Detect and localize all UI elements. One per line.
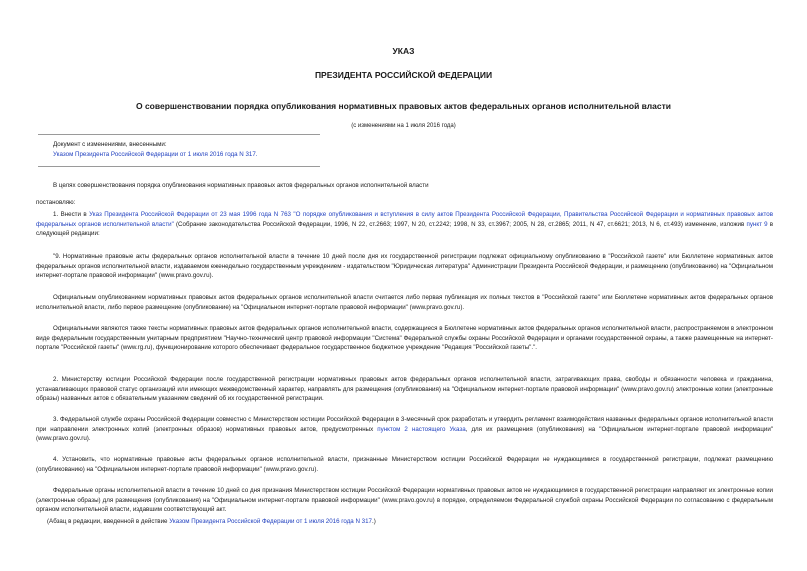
paragraph-2: 2. Министерству юстиции Российской Федерации после государственной регистрации нормативных правовых актов федеральных органов исполнительной власти, затрагивающих права, свободы и обязанности человека и гражданина, устанавливающих правовой статус организаций или имеющих межведомственный характер, направлять для размещения (опубликования) на "Официальном интернет-портале правовой информации" (www.pravo.gov.ru) электронные копии (электронные образы) названных актов с обязательным указанием сведений об их государственной регистрации.: [36, 376, 773, 403]
point-2-link[interactable]: пунктом 2 настоящего Указа: [377, 425, 466, 433]
note-text-after: .): [371, 518, 376, 525]
divider-bottom: [38, 166, 320, 167]
amendment-link[interactable]: Указом Президента Российской Федерации от 1 июля 2016 года N 317.: [53, 151, 258, 158]
quote-paragraph-2: Официальным опубликованием нормативных правовых актов федеральных органов исполнительной власти считается либо первая публикация их полных текстов в "Российской газете" или Бюллетене нормативных актов федеральных органов исполнительной власти, либо первое размещение (опубликование) на "Официальном интернет-портале правовой информации" (www.pravo.gov.ru).: [36, 294, 773, 311]
decree-title: УКАЗ: [392, 46, 415, 56]
p3-text-after: , для их размещения (опубликования) на "Официальном интернет-портале правовой информации" (www.pravo.gov.ru).: [36, 425, 774, 443]
point-9-link[interactable]: пункт 9: [746, 220, 768, 228]
decree-subject: О совершенствовании порядка опубликования нормативных правовых актов федеральных органов исполнительной власти: [135, 101, 672, 111]
edition-footnote: [47, 517, 773, 527]
paragraph-1: [36, 210, 773, 239]
divider-top: [38, 134, 320, 135]
p1-text-middle: (Собрание законодательства Российской Федерации, 1996, N 22, ст.2663; 1997, N 20, ст.2242; 1998, N 33, ст.3967; 2005, N 28, ст.2865; 2011, N 47, ст.6621; 2013, N 6, ст.493) изменение, изложив: [173, 220, 747, 228]
amendments-box: [53, 140, 258, 160]
p1-text-before: 1. Внести в: [53, 211, 90, 218]
preamble: В целях совершенствования порядка опубликования нормативных правовых актов федеральных органов исполнительной власти: [53, 182, 429, 189]
p3-text-before: 3. Федеральной службе охраны Российской Федерации совместно с Министерством юстиции Российской Федерации в 3-месячный срок разработать и утвердить регламент взаимодействия названных федеральных органов исполнительной власти при направлении электронных копий (электронных образов) нормативных правовых актов, предусмотренных: [36, 416, 773, 433]
decree-issuer: ПРЕЗИДЕНТА РОССИЙСКОЙ ФЕДЕРАЦИИ: [314, 70, 493, 80]
paragraph-3: [36, 415, 773, 444]
quote-paragraph-1: "9. Нормативные правовые акты федеральных органов исполнительной власти в течение 10 дней после дня их государственной регистрации подлежат официальному опубликованию в "Российской газете" или Бюллетене нормативных актов федеральных органов исполнительной власти, издаваемом еженедельно государственным учреждением - издательством "Юридическая литература" Администрации Президента Российской Федерации, и размещению (опубликованию) на "Официальном интернет-портале правовой информации" (www.pravo.gov.ru).: [36, 253, 773, 280]
quote-paragraph-3: Официальными являются также тексты нормативных правовых актов федеральных органов исполнительной власти, содержащиеся в Бюллетене нормативных актов федеральных органов исполнительной власти, распространяемом в электронном виде федеральным государственным унитарным предприятием "Научно-технический центр правовой информации "Система" Федеральной службы охраны Российской Федерации и органами государственной охраны, а также размещенные на интернет-портале "Российской газеты" (www.rg.ru), функционирование которого обеспечивает федеральное государственное бюджетное учреждение "Редакция "Российской газеты".".: [36, 325, 773, 352]
amendments-label: Документ с изменениями, внесенными:: [53, 141, 167, 148]
paragraph-5: Федеральные органы исполнительной власти в течение 10 дней со дня признания Министерством юстиции Российской Федерации нормативных правовых актов не нуждающимися в государственной регистрации направляют их электронные копии (электронные образы) для размещения (опубликования) на "Официальном интернет-портале правовой информации" (www.pravo.gov.ru) в порядке, определяемом Федеральной службой охраны Российской Федерации по согласованию с федеральным органом исполнительной власти, издавшим соответствующий акт.: [36, 487, 773, 514]
note-text-before: (Абзац в редакции, введенной в действие: [47, 518, 170, 525]
decree-word: постановляю:: [36, 199, 76, 206]
paragraph-4: 4. Установить, что нормативные правовые акты федеральных органов исполнительной власти, признанные Министерством юстиции Российской Федерации не нуждающимися в государственной регистрации, подлежат размещению (опубликованию) на "Официальном интернет-портале правовой информации" (www.pravo.gov.ru).: [36, 456, 773, 473]
edition-note: (с изменениями на 1 июля 2016 года): [351, 123, 456, 129]
p1-text-after: в следующей редакции:: [36, 220, 773, 238]
decree-763-link[interactable]: Указ Президента Российской Федерации от 23 мая 1996 года N 763 "О порядке опубликования и вступления в силу актов Президента Российской Федерации, Правительства Российской Федерации и нормативных правовых актов федеральных органов исполнительной власти": [36, 211, 773, 228]
decree-317-link[interactable]: Указом Президента Российской Федерации от 1 июля 2016 года N 317: [169, 518, 372, 525]
